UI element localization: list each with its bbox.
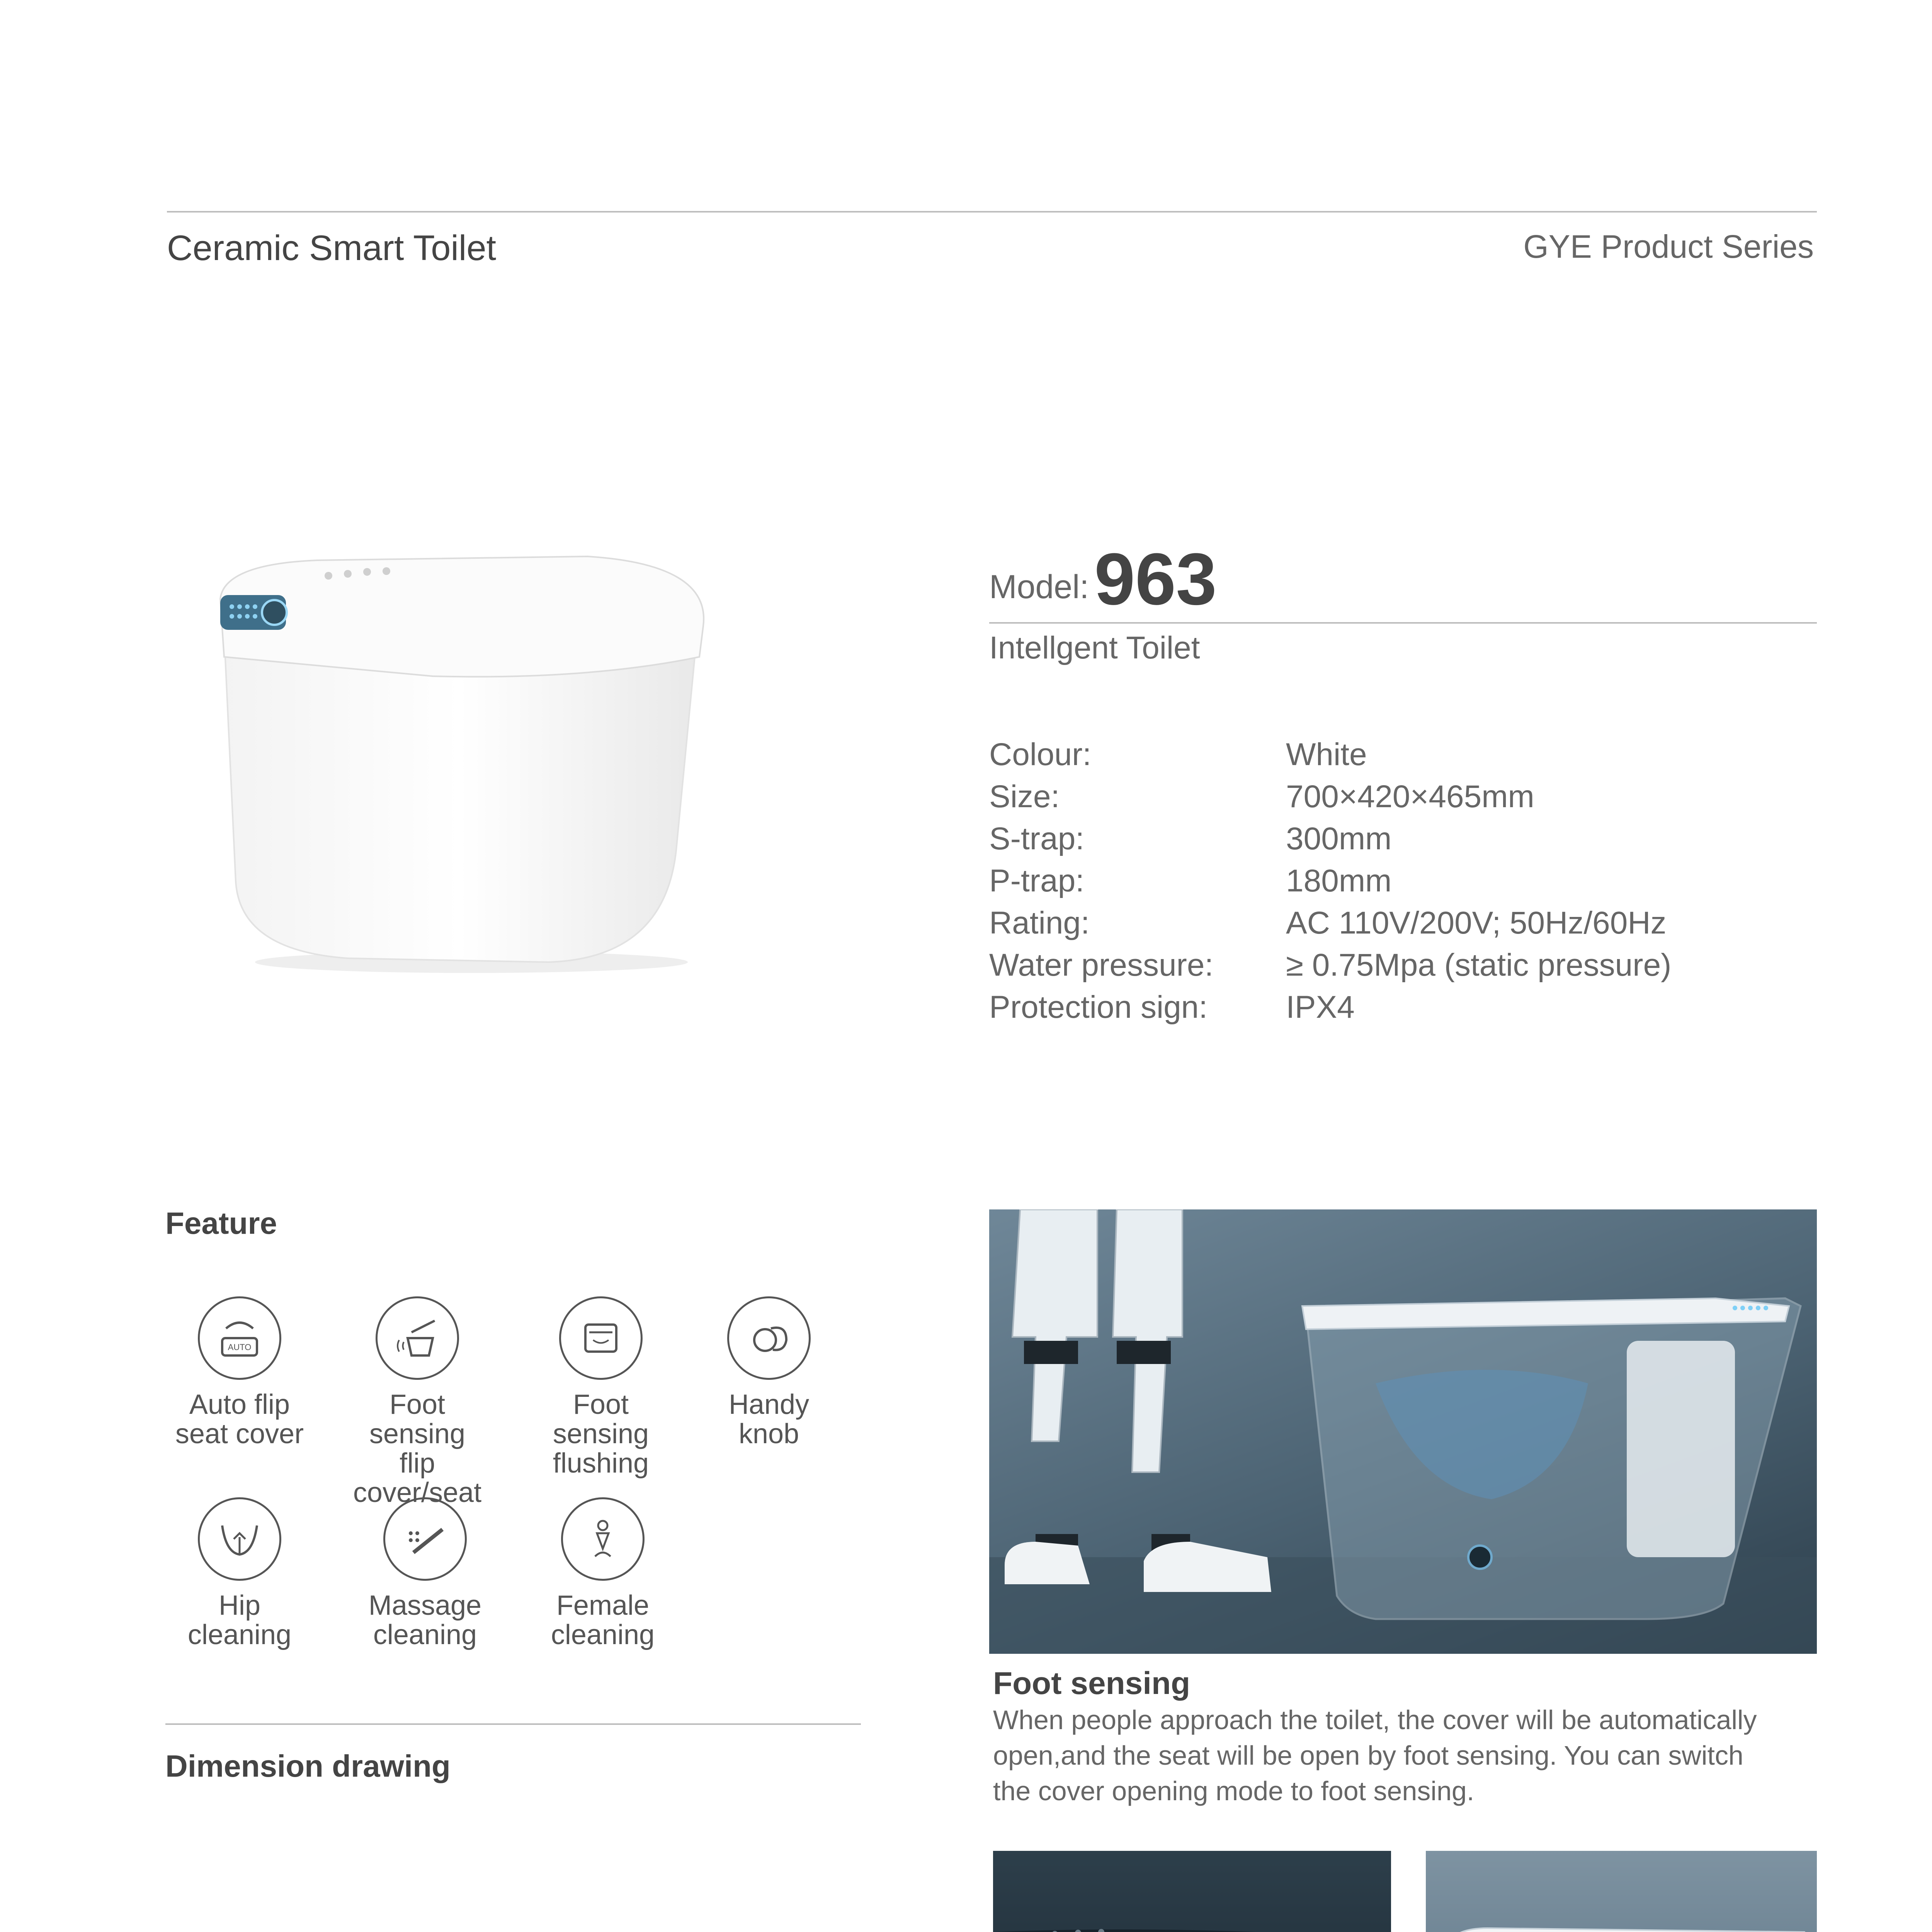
water-pressure-photo	[1426, 1851, 1817, 1932]
feature-hip-cleaning	[162, 1497, 317, 1650]
spec-key: Protection sign:	[989, 990, 1208, 1025]
spec-value: IPX4	[1286, 990, 1355, 1025]
spec-value: 300mm	[1286, 821, 1392, 856]
spec-row	[989, 818, 1672, 860]
spec-row	[989, 776, 1672, 818]
feature-label: Auto flip	[189, 1389, 290, 1420]
spec-value: ≥ 0.75Mpa (static pressure)	[1286, 947, 1672, 983]
feature-foot-sensing-flush	[524, 1296, 678, 1478]
foot-sensing-cover-icon	[376, 1296, 459, 1380]
feature-knob	[692, 1296, 846, 1449]
model-label: Model:	[989, 568, 1089, 605]
feature-label: cleaning	[551, 1619, 655, 1650]
model-subtitle: Intellgent Toilet	[989, 630, 1200, 665]
page-title: Ceramic Smart Toilet	[167, 228, 497, 268]
feature-divider	[165, 1723, 861, 1725]
feature-foot-sensing-cover	[340, 1296, 495, 1507]
feature-title: Feature	[165, 1206, 277, 1240]
feature-female-cleaning	[526, 1497, 680, 1650]
spec-value: 180mm	[1286, 863, 1392, 898]
foot-sensing-photo	[989, 1209, 1817, 1654]
spec-row	[989, 902, 1672, 944]
foot-sensing-text	[993, 1702, 1757, 1809]
massage-icon	[383, 1497, 467, 1581]
spec-key: Rating:	[989, 905, 1090, 940]
ambient-light-photo	[993, 1851, 1391, 1932]
top-divider	[167, 211, 1817, 213]
spec-row	[989, 733, 1672, 776]
feature-label: flip cover/seat	[353, 1448, 482, 1508]
foot-sensing-flush-icon	[559, 1296, 643, 1380]
hip-cleaning-icon	[198, 1497, 281, 1581]
spec-key: S-trap:	[989, 821, 1085, 856]
feature-label: knob	[738, 1418, 799, 1449]
auto-icon-text: AUTO	[228, 1342, 252, 1352]
toilet-illustration	[201, 533, 742, 974]
foot-sensing-line: the cover opening mode to foot sensing.	[993, 1776, 1475, 1806]
model-number: 963	[1094, 538, 1217, 620]
spec-key: Colour:	[989, 737, 1092, 772]
auto-flip-icon	[198, 1296, 281, 1380]
spec-value: 700×420×465mm	[1286, 779, 1534, 814]
feature-label: flushing	[553, 1448, 649, 1479]
foot-sensing-title: Foot sensing	[993, 1666, 1190, 1701]
model-divider	[989, 622, 1817, 624]
feature-label: cleaning	[187, 1619, 292, 1650]
feature-label: Hip	[218, 1590, 261, 1621]
feature-massage	[348, 1497, 502, 1650]
spec-key: Size:	[989, 779, 1060, 814]
feature-label: Foot sensing	[553, 1389, 649, 1449]
foot-sensing-line: open,and the seat will be open by foot sensing. You can switch	[993, 1740, 1743, 1770]
dimension-title: Dimension drawing	[165, 1749, 451, 1783]
spec-row	[989, 944, 1672, 986]
spec-value: White	[1286, 737, 1367, 772]
knob-icon	[727, 1296, 811, 1380]
feature-label: seat cover	[175, 1418, 304, 1449]
product-photo	[201, 533, 742, 974]
feature-label: Female	[556, 1590, 650, 1621]
feature-label: Handy	[728, 1389, 810, 1420]
feature-label: Foot sensing	[369, 1389, 466, 1449]
spec-key: P-trap:	[989, 863, 1085, 898]
series-label: GYE Product Series	[1523, 228, 1814, 265]
spec-key: Water pressure:	[989, 947, 1214, 983]
feature-label: Massage	[368, 1590, 482, 1621]
foot-sensing-line: When people approach the toilet, the cover will be automatically	[993, 1705, 1757, 1735]
feature-auto-flip	[162, 1296, 317, 1449]
feature-label: cleaning	[373, 1619, 477, 1650]
spec-row	[989, 860, 1672, 902]
spec-value: AC 110V/200V; 50Hz/60Hz	[1286, 905, 1667, 940]
spec-row	[989, 986, 1672, 1028]
spec-table	[989, 733, 1672, 1028]
female-cleaning-icon	[561, 1497, 645, 1581]
